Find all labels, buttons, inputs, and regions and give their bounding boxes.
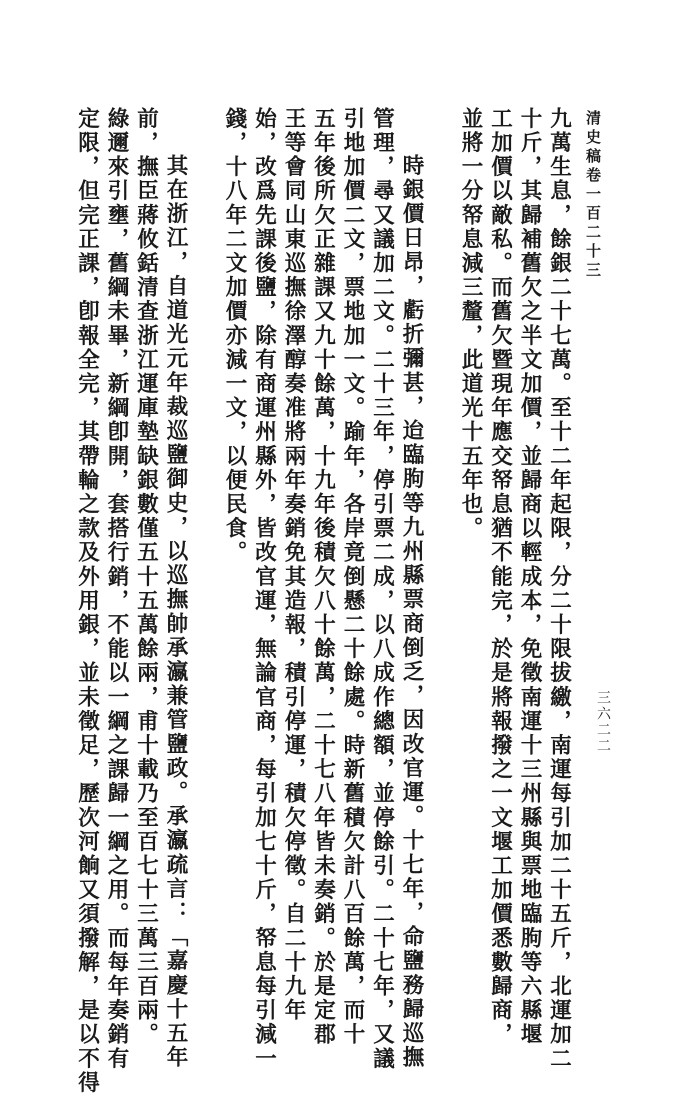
text-column: 引地加價二文，票地加一文。踰年，各岸竟倒懸二十餘處。時新舊積欠計八百餘萬，而十 (340, 107, 365, 1047)
page-number: 三六二二 (595, 690, 611, 754)
text-column: 綠邇來引壅，舊綱未畢，新綱卽開，套搭行銷，不能以一綱之課歸一綱之用。而每年奏銷有 (104, 107, 129, 1071)
text-column: 管理，尋又議加二文。二十三年，停引票二成，以八成作總額，並停餘引。二十七年，又議 (369, 107, 395, 1071)
text-column: 時銀價日昂，虧折彌甚，迨臨朐等九州縣票商倒乏，因改官運。十七年，命鹽務歸巡撫 (399, 154, 424, 1070)
text-column: 五年後所欠正雜課又九十餘萬，十九年後積欠八十餘萬，二十七八年皆未奏銷。於是定郡 (310, 107, 336, 1047)
text-column: 前，撫臣蔣攸銛清查浙江運庫墊缺銀數僅五十五萬餘兩，甫十載乃至百七十三萬三百兩。 (133, 107, 159, 1047)
text-column: 九萬生息，餘銀二十七萬。至十二年起限，分二十限拔繳，南運每引加二十五斤，北運加二 (546, 107, 572, 1071)
text-column: 王等會同山東巡撫徐澤醇奏准將兩年奏銷免其造報，積引停運，積欠停徵。自二十九年 (281, 107, 306, 1023)
page-header-title: 清史稿卷一百二十三 (584, 110, 602, 281)
text-column: 錢，十八年二文加價亦減一文，以便民食。 (222, 107, 247, 565)
text-column: 始，改爲先課後鹽，除有商運州縣外，皆改官運，無論官商，每引加七十斤，帑息每引減一 (251, 107, 277, 1071)
text-column: 其在浙江，自道光元年裁巡鹽御史，以巡撫帥承瀛兼管鹽政。承瀛疏言：「嘉慶十五年 (163, 154, 188, 1070)
text-column: 工加價以敵私。而舊欠暨現年應交帑息猶不能完，於是將報撥之一文堰工加價悉數歸商， (487, 107, 513, 1047)
text-column: 十斤，其歸補舊欠之半文加價，並歸商以輕成本，免徵南運十三州縣與票地臨朐等六縣堰 (517, 107, 542, 1047)
text-column: 定限，但完正課，卽報全完，其帶輪之款及外用銀，並未徵足，歷次河餉又須撥解，是以不得 (74, 107, 100, 1095)
text-column: 並將一分帑息減三釐，此道光十五年也。 (458, 107, 483, 541)
